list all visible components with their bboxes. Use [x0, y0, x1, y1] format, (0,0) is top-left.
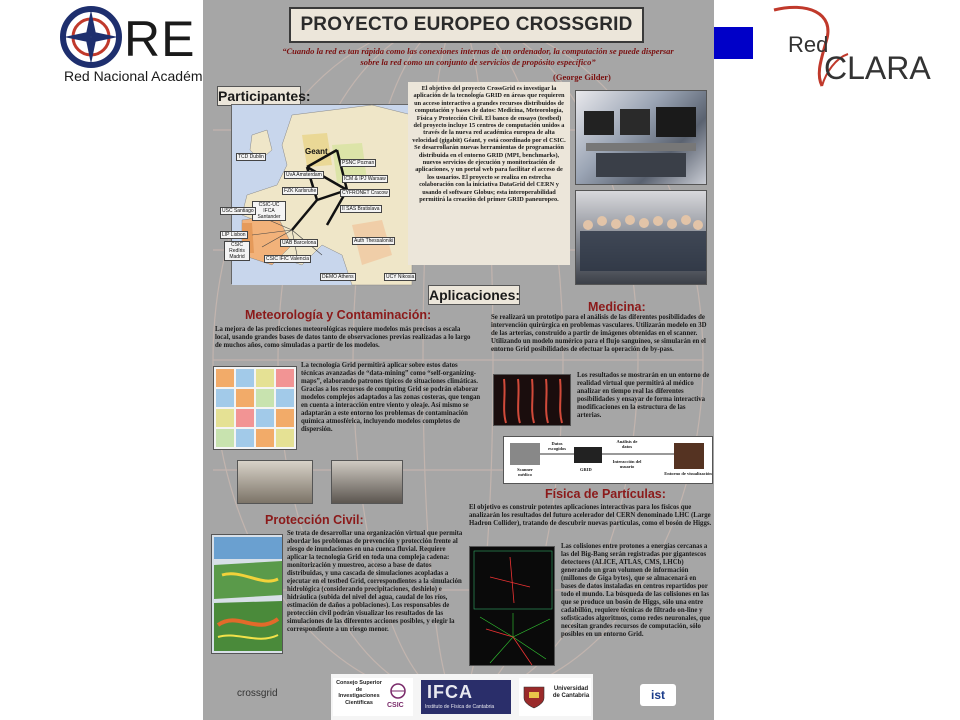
map-label-demo: DEMO Athens — [322, 274, 354, 280]
ist-logo: ist — [640, 684, 676, 706]
medicina-text-1: Se realizará un prototipo para el análisis de las diferentes posibilidades de intervención quirúrgica en problemas vasculares. Utilizarán modelo en 3D de las arterias, construido a partir de imágenes obtenidas en el scanner. Utilizando un modelo numérico para el flujo sanguíneo, se simularán en el entorno Grid posibilidades de efectuar la operación de by-pass. — [491, 314, 707, 353]
rena-wordmark: RE — [124, 11, 196, 67]
meteo-maps-image — [213, 366, 297, 450]
map-label-icm: ICM & IPJ Warsaw — [344, 176, 386, 182]
arteries-icon — [494, 375, 572, 427]
csic-emblem-icon — [387, 682, 409, 700]
rena-caption: Red Nacional Académ — [64, 68, 203, 84]
terrain-map-icon — [212, 535, 284, 655]
group-photo — [575, 190, 707, 285]
map-label-ucy: UCY Nikosia — [386, 274, 415, 280]
poster-quote: “Cuando la red es tan rápida como las conexiones internas de un ordenador, la computación se puede dispersar sobre la red como un conjunto de servicios de propósito específico” — [282, 46, 674, 67]
medicina-heading: Medicina: — [588, 300, 646, 314]
map-label-ific: CSIC IFIC Valencia — [266, 256, 309, 262]
particle-tracks-icon — [470, 547, 556, 667]
meteo-text-2: La tecnología Grid permitirá aplicar sobre estos datos técnicas avanzadas de “data-mining” como “self-organizing-maps”, elaborando patrones típicos de situaciones climáticas. Gracias a los recursos de computing Grid se podrán elaborar modelos complejos adaptados a las zonas costeras, que tengan en cuenta a interacción entre viento y oleaje. Así mismo se adaptarán a este entorno los problemas de contaminación química atmosférica, incluyendo modelos completos de dispersión. — [301, 362, 481, 433]
unican-logo — [519, 678, 591, 716]
fisica-text-2: Las colisiones entre protones a energías cercanas a las del Big-Bang serán registradas por gigantescos detectores (ALICE, ATLAS, CMS, LHCb) generando un gran volumen de información (millones de Giga bytes), que se almacenará en bases de datos instaladas en centros repartidos por todo el mundo. La búsqueda de las colisiones en las que se produce un bosón de Higgs, sólo una entre cadabillón, requiere técnicas de filtrado on-line y sofisticados algoritmos, como redes neuronales, que necesitan grandes recursos de computación, sólo posibles en un entorno Grid. — [561, 543, 711, 638]
ifca-logo — [421, 680, 511, 714]
arteries-image — [493, 374, 571, 426]
map-label-auth: Auth Thessaloniki — [354, 238, 394, 244]
redclara-logo — [766, 2, 946, 90]
europe-map — [222, 104, 415, 284]
map-label-geant: Geant — [305, 147, 328, 156]
proteccion-text: Se trata de desarrollar una organización virtual que permita abordar los problemas de prevención y protección frente al riesgo de inundaciones en una cuenca fluvial. Requiere aplicar la tecnología Grid en toda una compleja cadena: monitorización y muestreo, acceso a base de datos distribuidas, y una cascada de simulaciones acopladas a ejecutar en el testbed Grid, correspondientes a la simulación hidrológica (considerando precipitaciones, deshielo) e hidráulica (subida del nivel del agua, caudal de los ríos, estimación de daños a poblaciones). Los responsables de protección civil podrán visualizar los resultados de las simulaciones de las diferentes acciones posibles, y elegir la correspondiente a un riesgo menor. — [287, 530, 463, 633]
meteo-team-photo-2 — [331, 460, 403, 504]
map-label-usc: USC Santiago — [222, 208, 254, 214]
objective-text: El objetivo del proyecto CrossGrid es investigar la aplicación de la tecnología GRID en áreas que requieren un acceso interactivo a grandes recursos distribuidos de computación y bases de datos: Medicina, Meteorología, Física y Protección Civil. El banco de ensayo (testbed) del proyecto incluye 15 centros de computación unidos a través de la nueva red académica europea de alta velocidad (gigabit) Géant, y está coordinado por el CSIC. Se desarrollarán nuevas herramientas de programación distribuida en el entorno GRID (MPI, benchmarks), nuevos servicios de ejecución y monitorización de aplicaciones, y un portal web para facilitar el acceso de los usuarios. El proyecto se realiza en estrecha colaboración con la iniciativa DataGrid del CERN y usando el software Globus; esta interoperabilidad permitirá la creación del primer GRID paneuropeo. — [412, 85, 566, 204]
map-label-fzk: FZK Karlsruhe — [284, 188, 317, 194]
blue-square — [713, 27, 753, 59]
unican-shield-icon — [521, 684, 547, 710]
computers-photo — [575, 90, 707, 185]
map-label-tcd: TCD Dublin — [238, 154, 264, 160]
unican-text: Universidad de Cantabria — [552, 686, 590, 699]
participants-heading: Participantes: — [218, 88, 311, 104]
diagram-scanner: Scanner médico — [517, 467, 533, 477]
medicina-text-2: Los resultados se mostrarán en un entorno de realidad virtual que permitirá al médico analizar en tiempo real las diferentes posibilidades y ensayar de forma interactiva modificaciones en la estructura de las arterias. — [577, 372, 710, 419]
map-label-ifca: CSIC-UC IFCA Santander — [252, 201, 286, 221]
map-label-lip: LIP Lisbon — [222, 232, 246, 238]
particle-tracks-image — [469, 546, 555, 666]
proteccion-heading: Protección Civil: — [265, 513, 364, 527]
compass-icon — [58, 4, 124, 70]
quote-author: (George Gilder) — [553, 72, 611, 82]
ifca-mark: IFCA — [427, 682, 473, 702]
map-label-rediris: CSIC RedIris Madrid — [224, 241, 250, 261]
fisica-heading: Física de Partículas: — [545, 487, 666, 501]
map-label-cyfronet: CYFRONET Cracow — [342, 190, 388, 196]
crossgrid-logo: crossgrid — [237, 688, 278, 699]
meteo-text-1: La mejora de las predicciones meteorológicas requiere modelos más precisos a escala local, usando grandes bases de datos tanto de observaciones previas realizadas a lo largo de muchos años, como simuladas a partir de los modelos. — [215, 326, 471, 349]
diagram-analisis: Análisis de datos — [616, 439, 638, 449]
csic-logo — [333, 678, 413, 716]
partner-logos-row — [331, 674, 593, 720]
clara-wordmark: CLARA — [824, 50, 931, 86]
poster — [203, 0, 714, 720]
computer-racks-icon — [576, 91, 708, 186]
map-label-uab: UAB Barcelona — [282, 240, 317, 246]
applications-heading: Aplicaciones: — [429, 287, 521, 303]
map-label-psnc: PSNC Poznan — [342, 160, 375, 166]
flood-simulation-image — [211, 534, 283, 654]
poster-title-box — [289, 7, 644, 43]
diagram-datos: Datos escogidos — [548, 441, 566, 451]
fisica-text-1: El objetivo es construir potentes aplicaciones interactivas para los físicos que analizarán los resultados del futuro acelerador del CERN denominado LHC (Large Hadron Collider), tratando de descubrir nuevas partículas, como el bosón de Higgs. — [469, 504, 712, 527]
poster-title: PROYECTO EUROPEO CROSSGRID — [300, 14, 633, 35]
rediris-logo — [58, 4, 208, 86]
ifca-sub: Instituto de Física de Cantabria — [425, 704, 495, 710]
medicina-diagram — [503, 436, 713, 484]
map-label-sas: II SAS Bratislava — [342, 206, 380, 212]
people-icon — [576, 191, 708, 286]
heatmap-grid-icon — [214, 367, 298, 451]
csic-text: Consejo Superior de Investigaciones Científicas — [336, 680, 382, 706]
diagram-entorno: Entorno de visualización — [664, 471, 712, 476]
diagram-grid: GRID — [580, 467, 592, 472]
objective-panel — [408, 82, 570, 265]
meteo-heading: Meteorología y Contaminación: — [245, 308, 432, 322]
meteo-team-photo-1 — [237, 460, 313, 504]
csic-mark: CSIC — [387, 702, 404, 709]
diagram-interaccion: Interacción del usuario — [612, 459, 642, 469]
map-label-uva: UvA Amsterdam — [286, 172, 322, 178]
red-wordmark: Red — [788, 32, 829, 57]
diagram-arrows — [504, 437, 714, 485]
